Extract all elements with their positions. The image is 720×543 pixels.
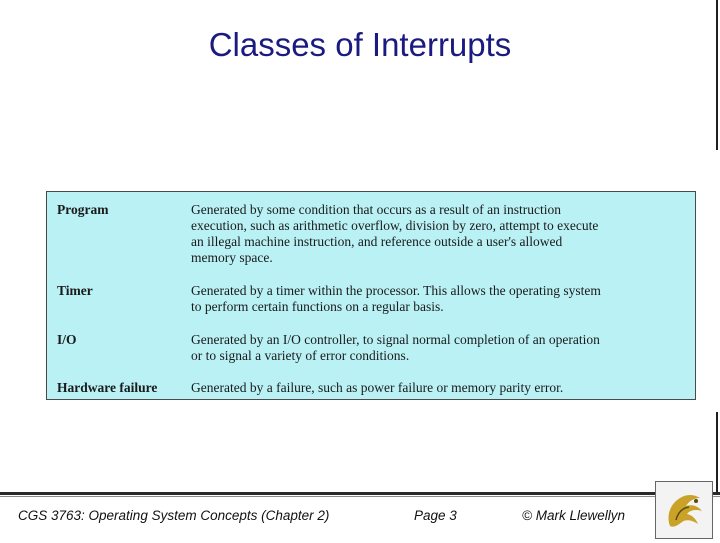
desc-program	[191, 202, 691, 266]
desc-line: or to signal a variety of error conditions.	[191, 348, 410, 363]
right-edge-line-bottom	[716, 412, 718, 492]
desc-line: Generated by an I/O controller, to signal normal completion of an operation	[191, 332, 600, 347]
footer-divider-thin	[0, 496, 720, 497]
desc-io	[191, 332, 691, 364]
desc-line: memory space.	[191, 250, 273, 265]
desc-hardware-failure	[191, 380, 691, 396]
term-timer: Timer	[57, 283, 93, 298]
desc-line: to perform certain functions on a regular basis.	[191, 299, 444, 314]
desc-line: an illegal machine instruction, and reference outside a user's allowed	[191, 234, 563, 249]
interrupt-classes-table	[46, 191, 696, 400]
desc-line: Generated by a failure, such as power failure or memory parity error.	[191, 380, 564, 395]
term-program: Program	[57, 202, 109, 217]
desc-line: execution, such as arithmetic overflow, division by zero, attempt to execute	[191, 218, 599, 233]
desc-line: Generated by some condition that occurs as a result of an instruction	[191, 202, 562, 217]
term-hardware-failure: Hardware failure	[57, 380, 158, 395]
desc-timer	[191, 283, 691, 315]
slide-title: Classes of Interrupts	[208, 26, 512, 63]
footer-divider	[0, 492, 720, 495]
desc-line: Generated by a timer within the processor. This allows the operating system	[191, 283, 601, 298]
ucf-pegasus-logo-icon	[655, 481, 713, 539]
footer-copyright: © Mark Llewellyn	[522, 508, 625, 523]
footer-course-title: CGS 3763: Operating System Concepts (Chapter 2)	[18, 508, 330, 523]
footer-page-number: Page 3	[414, 508, 457, 523]
right-edge-line-top	[716, 0, 718, 150]
term-io: I/O	[57, 332, 77, 347]
